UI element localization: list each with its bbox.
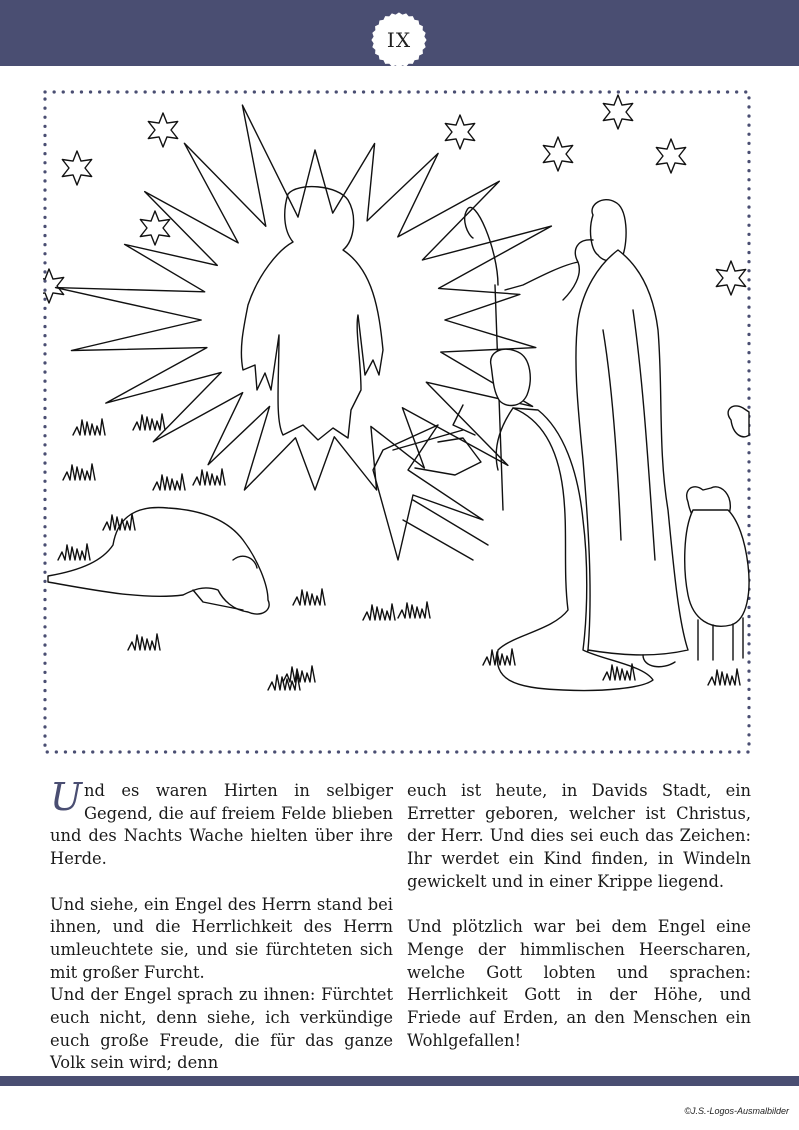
star-icon xyxy=(543,137,572,171)
footer-band xyxy=(0,1076,799,1086)
grass-tuft xyxy=(128,634,160,650)
angel xyxy=(241,187,383,440)
drop-cap: U xyxy=(50,775,83,819)
star-icon xyxy=(445,115,474,149)
star-icon xyxy=(148,113,177,147)
sheep xyxy=(685,406,749,660)
star-icon xyxy=(140,211,169,245)
grass-tuft xyxy=(708,669,740,685)
paragraph-4: euch ist heute, in Davids Stadt, ein Erretter geboren, welcher ist Christus, der Herr. Und dies sei euch das Zeichen: Ihr werdet ein Kind finden, in Windeln gewickelt und in einer Krippe liegend. xyxy=(407,781,751,891)
grass-tuft xyxy=(398,602,430,618)
text-column-left xyxy=(50,775,393,1075)
grass-tuft xyxy=(193,469,225,485)
grass-tuft xyxy=(63,464,95,480)
star-icon xyxy=(43,269,64,303)
grass-tuft xyxy=(363,604,395,620)
grass-tuft xyxy=(153,474,185,490)
prostrate-shepherd xyxy=(48,507,269,614)
paragraph-3: Und der Engel sprach zu ihnen: Fürchtet euch nicht, denn siehe, ich verkündige euch große Freude, die für das ganze Volk sein wird; denn xyxy=(50,985,393,1073)
star-icon xyxy=(716,261,745,295)
star-icon xyxy=(603,95,632,129)
illustration xyxy=(43,90,751,754)
grass-tuft xyxy=(73,419,105,435)
grass-tuft xyxy=(133,414,165,430)
chapter-number: IX xyxy=(386,28,412,52)
grass-tuft xyxy=(58,544,90,560)
paragraph-1: Und es waren Hirten in selbiger Gegend, die auf freiem Felde blieben und des Nachts Wache hielten über ihre Herde. xyxy=(50,775,393,869)
stars xyxy=(43,95,746,303)
grass-tuft xyxy=(293,589,325,605)
paragraph-2: Und siehe, ein Engel des Herrn stand bei ihnen, und die Herrlichkeit des Herrn umleuchtete sie, und sie fürchteten sich mit großer Furcht. xyxy=(50,894,393,982)
star-icon xyxy=(62,151,91,185)
star-icon xyxy=(656,139,685,173)
text-column-right xyxy=(407,780,751,1052)
radiant-light xyxy=(56,105,552,560)
copyright: ©J.S.-Logos-Ausmalbilder xyxy=(684,1106,789,1116)
paragraph-5: Und plötzlich war bei dem Engel eine Menge der himmlischen Heerscharen, welche Gott lobten und sprachen: Herrlichkeit Gott in der Höhe, und Friede auf Erden, an den Menschen ein Wohlgefallen! xyxy=(407,917,751,1050)
